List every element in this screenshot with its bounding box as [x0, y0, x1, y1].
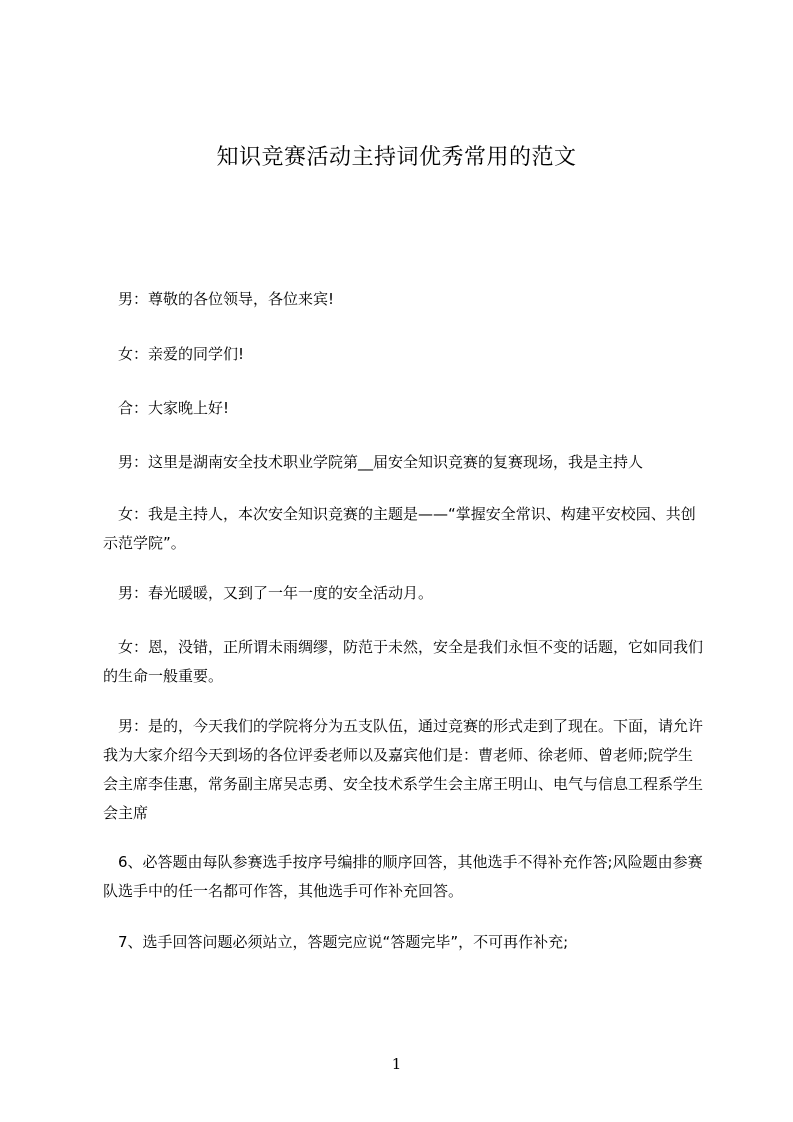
- paragraph-8: 男：是的，今天我们的学院将分为五支队伍，通过竞赛的形式走到了现在。下面，请允许我为大家介绍今天到场的各位评委老师以及嘉宾他们是：曹老师、徐老师、曾老师;院学生会主席李佳惠，常务副主席吴志勇、安全技术系学生会主席王明山、电气与信息工程系学生会主席: [103, 717, 704, 822]
- page-number: 1: [391, 1055, 402, 1073]
- paragraph-7: 女：恩，没错，正所谓未雨绸缪，防范于未然，安全是我们永恒不变的话题，它如同我们的生命一般重要。: [103, 638, 704, 685]
- paragraph-6: 男：春光暖暖，又到了一年一度的安全活动月。: [103, 584, 434, 602]
- document-title: 知识竞赛活动主持词优秀常用的范文: [216, 145, 577, 170]
- paragraph-5: 女：我是主持人，本次安全知识竞赛的主题是——“掌握安全常识、构建平安校园、共创示范学院”。: [103, 505, 696, 552]
- paragraph-9: 6、必答题由每队参赛选手按序号编排的顺序回答，其他选手不得补充作答;风险题由参赛队选手中的任一名都可作答，其他选手可作补充回答。: [103, 853, 703, 900]
- paragraph-4: 男：这里是湖南安全技术职业学院第__届安全知识竞赛的复赛现场，我是主持人: [103, 453, 644, 471]
- paragraph-3: 合：大家晚上好!: [103, 399, 230, 417]
- paragraph-2: 女：亲爱的同学们!: [103, 345, 245, 363]
- paragraph-10: 7、选手回答问题必须站立，答题完应说“答题完毕”，不可再作补充;: [103, 933, 569, 951]
- paragraph-1: 男：尊敬的各位领导，各位来宾!: [103, 290, 335, 308]
